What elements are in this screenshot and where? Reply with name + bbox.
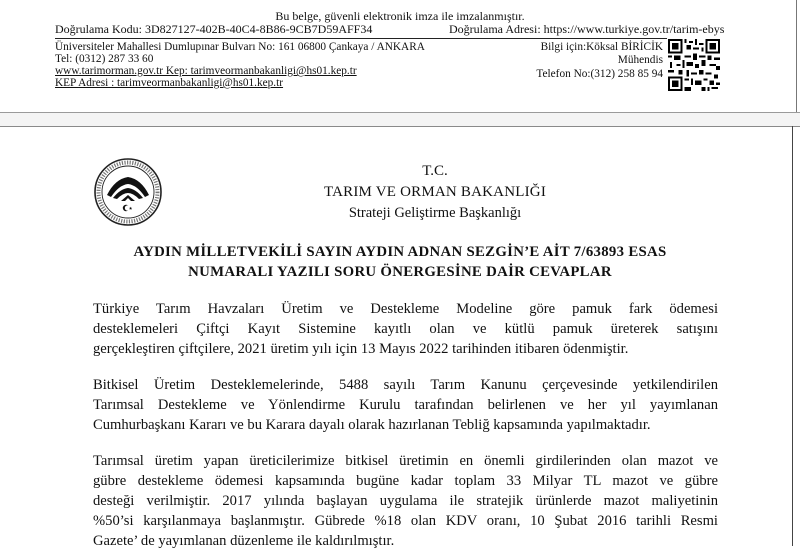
document-title-line: NUMARALI YAZILI SORU ÖNERGESİNE DAİR CEVAPLAR — [188, 264, 612, 280]
paragraph-line: Cumhurbaşkanı Kararı ve bu Karara dayalı olarak hazırlanan Tebliğ kapsamında yapılmaktadır. — [93, 417, 651, 433]
verification-address[interactable]: Doğrulama Adresi: https://www.turkiye.gov.tr/tarim-ebys — [449, 22, 725, 36]
paragraph-line: %50’si karşılanmaya başlanmıştır. Gübrede %18 olan KDV oranı, 10 Şubat 2016 tarihli Resmi — [93, 513, 718, 529]
paragraph-line: Bitkisel Üretim Desteklemelerinde, 5488 sayılı Tarım Kanunu çerçevesinde yetkilendirilen — [93, 377, 718, 393]
footer-divider — [55, 38, 667, 39]
paragraph-line: desteklemeleri Çiftçi Kayıt Sistemine kayıtlı olan ve kütlü pamuk üreterek satışını — [93, 321, 718, 337]
paragraph-line: Gazete’ de yayımlanan düzenleme ile kaldırılmıştır. — [93, 533, 395, 549]
ministry-name: TARIM VE ORMAN BAKANLIĞI — [323, 184, 547, 200]
paragraph-line: gerçekleştiren çiftçilere, 2021 üretim yılı için 13 Mayıs 2022 tarihinden itibaren ödenmiştir. — [93, 341, 629, 357]
paragraph-diesel-fertilizer — [93, 451, 718, 551]
e-signature-notice: Bu belge, güvenli elektronik imza ile imzalanmıştır. — [275, 9, 525, 23]
page-edge — [796, 0, 797, 112]
paragraph-line: gübre destekleme ödemesi kapsamında bugüne kadar toplam 33 Milyar TL mazot ve gübre — [93, 473, 718, 489]
address-line: Üniversiteler Mahallesi Dumlupınar Bulvarı No: 161 06800 Çankaya / ANKARA — [55, 41, 425, 53]
paragraph-line: Türkiye Tarım Havzaları Üretim ve Destekleme Modeline göre pamuk fark ödemesi — [93, 301, 718, 317]
department-name: Strateji Geliştirme Başkanlığı — [348, 205, 522, 221]
contact-phone: Telefon No:(312) 258 85 94 — [536, 68, 663, 80]
kep-address-line[interactable]: KEP Adresi : tarimveormanbakanligi@hs01.kep.tr — [55, 77, 284, 89]
previous-page-footer — [0, 0, 800, 113]
paragraph-line: Tarımsal üretim yapan üreticilerimize bitkisel üretimin en önemli girdilerinden olan mazot ve — [93, 453, 718, 469]
tc-heading: T.C. — [422, 163, 448, 179]
page-gap — [0, 113, 800, 126]
contact-title: Mühendis — [617, 54, 663, 66]
verification-code: Doğrulama Kodu: 3D827127-402B-40C4-8B86-9CB7D59AFF34 — [55, 22, 373, 36]
web-kep-line[interactable]: www.tarimorman.gov.tr Kep: tarimveormanbakanligi@hs01.kep.tr — [55, 65, 357, 77]
qr-code-icon — [668, 39, 720, 91]
paragraph-crop-support — [93, 375, 718, 435]
paragraph-line: Tarımsal Destekleme ve Yönlendirme Kurulu tarafından belirlenen ve her yıl yayımlanan — [93, 397, 718, 413]
paragraph-cotton-payment — [93, 299, 718, 359]
contact-person: Bilgi için:Köksal BİRİCİK — [540, 41, 663, 53]
phone-line: Tel: (0312) 287 33 60 — [55, 53, 154, 65]
document-title-line: AYDIN MİLLETVEKİLİ SAYIN AYDIN ADNAN SEZGİN’E AİT 7/63893 ESAS — [133, 244, 667, 260]
paragraph-line: desteği verilmiştir. 2017 yılında başlayan uygulama ile stratejik ürünlerde mazot maliyetinin — [93, 493, 718, 509]
